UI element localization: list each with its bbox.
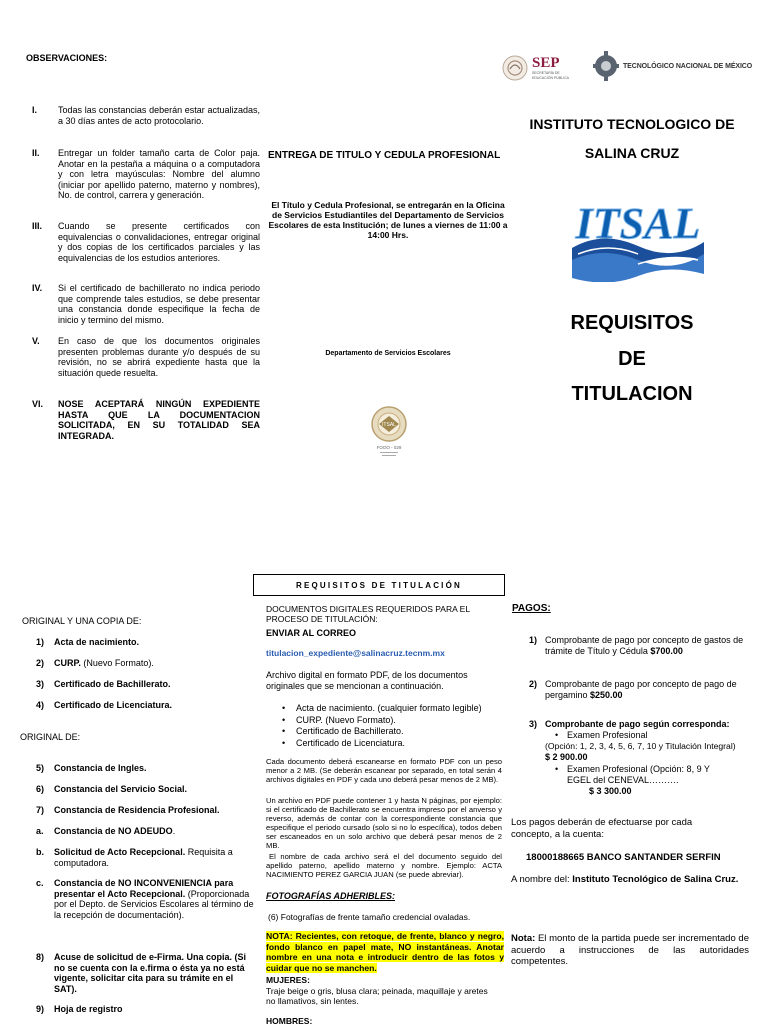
cuenta-bancaria: 18000188665 BANCO SANTANDER SERFIN — [526, 852, 721, 863]
departamento-label: Departamento de Servicios Escolares — [325, 350, 451, 357]
obs-num: IV. — [32, 283, 43, 293]
req-item-6 — [36, 784, 256, 795]
req-item-a — [36, 826, 256, 837]
nota-monto-text: El monto de la partida puede ser incrementado de acuerdo a instrucciones de las autoridades competentes. — [511, 933, 749, 967]
entrega-title: ENTREGA DE TITULO Y CEDULA PROFESIONAL — [268, 150, 501, 161]
observaciones-title: OBSERVACIONES: — [26, 53, 108, 63]
req-extra: (Nuevo Formato). — [80, 658, 154, 668]
req-num: b. — [36, 847, 44, 857]
original-copia-heading: ORIGINAL Y UNA COPIA DE: — [22, 616, 142, 626]
req-item-1 — [36, 637, 256, 648]
req-extra: Requisita a computadora. — [54, 847, 233, 868]
obs-text: NOSE ACEPTARÁ NINGÚN EXPEDIENTE HASTA QUE LA DOCUMENTACION SOLICITADA, EN SU TOTALIDAD SEA INTEGRADA. — [58, 399, 260, 441]
req-label: Constancia de Ingles. — [54, 763, 147, 773]
itsal-wave-logo-icon — [568, 190, 708, 282]
pago-3-option-b: • Examen Profesional (Opción: 8, 9 Y EGEL del CENEVAL………. $ 3 300.00 — [555, 764, 731, 797]
req-num: 4) — [36, 700, 45, 710]
obs-item-1 — [32, 105, 260, 126]
pago-item-3 — [529, 719, 753, 730]
escaneo-paragraph-2: Un archivo en PDF puede contener 1 y hasta N páginas, por ejemplo: si el certificado de Bachillerato se encuentra impreso por el anverso y reverso, además de contar con la correspondiente constancia que especifique el periodo cursado (solo si no lo específica), todos deben ser escaneados en un solo archivo que deberá pesar menos de 2 MB. — [266, 796, 502, 850]
pago-3-title: Comprobante de pago según corresponda: — [545, 719, 730, 729]
entrega-text: El Título y Cedula Profesional, se entregarán en la Oficina de Servicios Estudiantiles del Departamento de Servicios Escolares de esta Institución; de lunes a viernes de 11:00 a 14:00 Hrs. — [268, 200, 508, 240]
pago-num: 3) — [529, 719, 538, 729]
obs-text: Si el certificado de bachillerato no indica periodo que comprende tales estudios, se debe presentar una constancia donde especifique la fecha de inicio y termino del mismo. — [58, 283, 260, 325]
req-num: 8) — [36, 952, 45, 962]
obs-num: V. — [32, 336, 40, 346]
archivo-digital-text: Archivo digital en formato PDF, de los documentos originales que se mencionan a continuación. — [266, 670, 468, 691]
obs-item-6 — [32, 399, 260, 441]
mexico-eagle-icon — [502, 55, 528, 81]
req-item-7 — [36, 805, 256, 816]
req-item-c — [36, 878, 256, 920]
institute-name-line2: SALINA CRUZ — [584, 145, 680, 161]
req-num: 6) — [36, 784, 45, 794]
cover-title-line2: DE — [618, 348, 646, 370]
req-num: a. — [36, 826, 44, 836]
a-nombre-del — [511, 874, 743, 886]
req-item-9 — [36, 1004, 256, 1015]
req-label: Constancia del Servicio Social. — [54, 784, 188, 794]
tecnm-logo-text: TECNOLÓGICO NACIONAL DE MÉXICO — [623, 62, 753, 70]
obs-item-4 — [32, 283, 260, 325]
documentos-bullet-list — [266, 703, 500, 749]
req-item-3 — [36, 679, 256, 690]
fotografias-title: FOTOGRAFÍAS ADHERIBLES: — [266, 891, 396, 901]
pago-text: Comprobante de pago por concepto de gastos de trámite de Título y Cédula — [545, 635, 744, 656]
req-num: 2) — [36, 658, 45, 668]
nota-monto-label: Nota: — [511, 933, 536, 944]
itsal-logo — [568, 190, 708, 282]
escaneo-paragraph-3: El nombre de cada archivo será el del documento seguido del apellido paterno, apellido materno y nombre. Ejemplo: ACTA NACIMIENTO PEREZ GARCIA JUAN (se puede abreviar). — [266, 852, 502, 879]
pagos-instruction: Los pagos deberán de efectuarse por cada concepto, a la cuenta: — [511, 817, 693, 840]
obs-text: Entregar un folder tamaño carta de Color paja. Anotar en la pestaña a máquina o a computadora y con letra mayúsculas: Nombre del alumno (iniciar por apellido paterno, materno y nombres), No. de control, carrera y generación. — [58, 148, 260, 200]
tecnm-logo — [592, 46, 752, 86]
pagos-title: PAGOS: — [512, 603, 551, 614]
pago-amount: $700.00 — [650, 646, 683, 656]
req-label: CURP. — [54, 658, 81, 668]
mujeres-title: MUJERES: — [266, 975, 310, 985]
pago-3-option-a: • Examen Profesional (Opción: 1, 2, 3, 4, 5, 6, 7, 10 y Titulación Integral) $ 2 900.00 — [545, 730, 757, 763]
seal-bottom-text: FOOO - 029 — [376, 445, 402, 450]
fotografias-text: (6) Fotografías de frente tamaño credencial ovaladas. — [268, 912, 471, 922]
pago-amount: $250.00 — [590, 690, 623, 700]
req-item-5 — [36, 763, 256, 774]
nota-fotografias — [266, 931, 504, 973]
a-nombre-label: A nombre del: — [511, 874, 573, 885]
pago-3-option-b-amount: $ 3 300.00 — [589, 786, 632, 796]
institute-name-line1: INSTITUTO TECNOLOGICO DE — [529, 116, 735, 132]
documentos-digitales-intro: DOCUMENTOS DIGITALES REQUERIDOS PARA EL PROCESO DE TITULACIÓN: — [266, 604, 470, 624]
mujeres-text: Traje beige o gris, blusa clara; peinada, maquillaje y aretes no llamativos, sin lentes. — [266, 986, 488, 1006]
cover-title-line1: REQUISITOS — [570, 312, 694, 334]
req-label: Acta de nacimiento. — [54, 637, 140, 647]
req-item-4 — [36, 700, 256, 711]
pago-3-option-a-detail: (Opción: 1, 2, 3, 4, 5, 6, 7, 10 y Titulación Integral) — [545, 741, 736, 751]
obs-text: Cuando se presente certificados con equivalencias o convalidaciones, entregar original y dos copias de los certificados parciales y las equivalencias de los estudios anteriores. — [58, 221, 260, 263]
list-item: • Acta de nacimiento. (cualquier formato legible) — [266, 703, 500, 715]
req-extra: (Proporcionada por el Depto. de Servicios Escolares al término de la recepción de documentación). — [54, 888, 254, 920]
req-label: Certificado de Licenciatura. — [54, 700, 173, 710]
req-num: 7) — [36, 805, 45, 815]
req-label: Certificado de Bachillerato. — [54, 679, 171, 689]
req-label: Constancia de NO INCONVENIENCIA para presentar el Acto Recepcional. — [54, 878, 234, 899]
pago-text: Comprobante de pago por concepto de pago de pergamino — [545, 679, 737, 700]
nota-fotografias-text: NOTA: Recientes, con retoque, de frente, blanco y negro, fondo blanco en papel mate, NO instantáneas. Anotar nombre en una nota e introducir dentro de las fotos y cuidar que no se manchen. — [266, 931, 504, 973]
obs-text: En caso de que los documentos originales presenten problemas durante y/o después de su revisión, no se abrirá expediente hasta que la situación quede resuelta. — [58, 336, 260, 378]
list-item: • Certificado de Licenciatura. — [266, 738, 500, 750]
hombres-title: HOMBRES: — [266, 1016, 313, 1026]
institution-seal — [368, 404, 410, 460]
obs-num: I. — [32, 105, 38, 115]
pago-3-option-b-label: Examen Profesional (Opción: 8, 9 Y EGEL del CENEVAL………. — [567, 764, 710, 785]
requisitos-banner — [253, 574, 505, 596]
req-num: 3) — [36, 679, 45, 689]
escaneo-paragraph-1: Cada documento deberá escanearse en formato PDF con un peso menor a 2 MB. (Se deberán escanear por separado, en total serán 4 archivos digitales en PDF y cada uno deberá pesar menos de 2 MB). — [266, 757, 502, 784]
req-num: c. — [36, 878, 44, 888]
list-item: • Certificado de Bachillerato. — [266, 726, 500, 738]
req-num: 1) — [36, 637, 45, 647]
req-item-2 — [36, 658, 256, 669]
enviar-correo-label: ENVIAR AL CORREO — [266, 628, 357, 638]
req-label: Acuse de solicitud de e-Firma. Una copia. (Si no se cuenta con la e.firma o ésta ya no está vigente, solicitar cita para su trámite en el SAT). — [54, 952, 247, 994]
req-item-8 — [36, 952, 256, 994]
obs-text: Todas las constancias deberán estar actualizadas, a 30 días antes de acto protocolario. — [58, 105, 260, 126]
pago-item-1 — [529, 635, 749, 657]
req-label: Constancia de NO ADEUDO — [54, 826, 173, 836]
req-item-b — [36, 847, 256, 868]
obs-num: III. — [32, 221, 43, 231]
email-link[interactable]: titulacion_expediente@salinacruz.tecnm.mx — [266, 648, 445, 658]
requisitos-banner-text: REQUISITOS DE TITULACIÓN — [296, 580, 462, 590]
obs-num: VI. — [32, 399, 44, 409]
req-label: Hoja de registro — [54, 1004, 123, 1014]
obs-item-2 — [32, 148, 260, 201]
pago-num: 1) — [529, 635, 538, 645]
pago-item-2 — [529, 679, 749, 701]
req-extra: . — [172, 826, 176, 836]
itsal-logo-text: ITSAL — [575, 199, 701, 248]
obs-item-3 — [32, 221, 260, 263]
pago-3-option-a-label: Examen Profesional — [567, 730, 648, 740]
req-label: Constancia de Residencia Profesional. — [54, 805, 220, 815]
list-item: • CURP. (Nuevo Formato). — [266, 715, 500, 727]
sep-logo-text: SEP — [532, 55, 560, 71]
tecnm-gear-icon — [592, 49, 620, 83]
obs-item-5 — [32, 336, 260, 378]
cover-title-line3: TITULACION — [571, 383, 693, 405]
pago-3-option-a-amount: $ 2 900.00 — [545, 752, 588, 762]
seal-icon — [368, 404, 410, 460]
a-nombre-value: Instituto Tecnológico de Salina Cruz. — [572, 874, 739, 885]
sep-logo — [502, 52, 572, 84]
original-heading: ORIGINAL DE: — [20, 732, 81, 742]
nota-monto — [511, 933, 749, 968]
obs-num: II. — [32, 148, 40, 158]
sep-logo-subtitle: SECRETARÍA DE EDUCACIÓN PÚBLICA — [532, 71, 569, 80]
pago-num: 2) — [529, 679, 538, 689]
seal-top-text: ITSAL — [382, 422, 396, 428]
req-num: 9) — [36, 1004, 45, 1014]
req-label: Solicitud de Acto Recepcional. — [54, 847, 186, 857]
req-num: 5) — [36, 763, 45, 773]
